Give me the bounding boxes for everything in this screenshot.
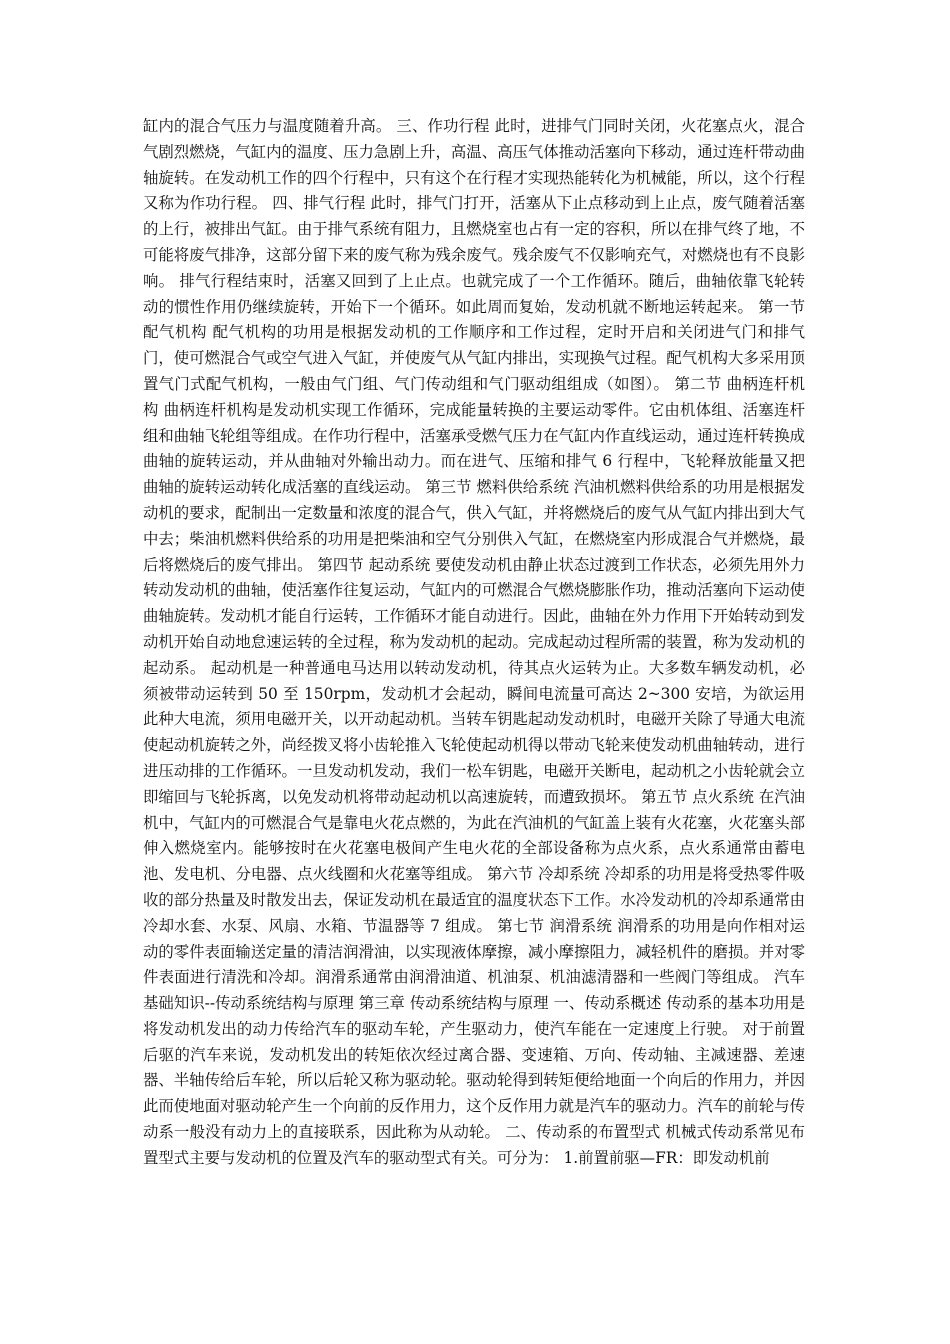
- body-paragraph: 缸内的混合气压力与温度随着升高。 三、作功行程 此时，进排气门同时关闭，火花塞点火，混合气剧烈燃烧，气缸内的温度、压力急剧上升，高温、高压气体推动活塞向下移动，通过连杆带动曲轴旋转。在发动机工作的四个行程中，只有这个在行程才实现热能转化为机械能，所以，这个行程又称为作功行程。 四、排气行程 此时，排气门打开，活塞从下止点移动到上止点，废气随着活塞的上行，被排出气缸。由于排气系统有阻力，且燃烧室也占有一定的容积，所以在排气终了地，不可能将废气排净，这部分留下来的废气称为残余废气。残余废气不仅影响充气，对燃烧也有不良影响。 排气行程结束时，活塞又回到了上止点。也就完成了一个工作循环。随后，曲轴依靠飞轮转动的惯性作用仍继续旋转，开始下一个循环。如此周而复始，发动机就不断地运转起来。 第一节 配气机构 配气机构的功用是根据发动机的工作顺序和工作过程，定时开启和关闭进气门和排气门，使可燃混合气或空气进入气缸，并使废气从气缸内排出，实现换气过程。配气机构大多采用顶置气门式配气机构，一般由气门组、气门传动组和气门驱动组组成（如图）。 第二节 曲柄连杆机构 曲柄连杆机构是发动机实现工作循环，完成能量转换的主要运动零件。它由机体组、活塞连杆组和曲轴飞轮组等组成。在作功行程中，活塞承受燃气压力在气缸内作直线运动，通过连杆转换成曲轴的旋转运动，并从曲轴对外输出动力。而在进气、压缩和排气 6 行程中，飞轮释放能量又把曲轴的旋转运动转化成活塞的直线运动。 第三节 燃料供给系统 汽油机燃料供给系的功用是根据发动机的要求，配制出一定数量和浓度的混合气，供入气缸，并将燃烧后的废气从气缸内排出到大气中去；柴油机燃料供给系的功用是把柴油和空气分别供入气缸，在燃烧室内形成混合气并燃烧，最后将燃烧后的废气排出。 第四节 起动系统 要使发动机由静止状态过渡到工作状态，必须先用外力转动发动机的曲轴，使活塞作往复运动，气缸内的可燃混合气燃烧膨胀作功，推动活塞向下运动使曲轴旋转。发动机才能自行运转，工作循环才能自动进行。因此，曲轴在外力作用下开始转动到发动机开始自动地怠速运转的全过程，称为发动机的起动。完成起动过程所需的装置，称为发动机的起动系。 起动机是一种普通电马达用以转动发动机，待其点火运转为止。大多数车辆发动机，必须被带动运转到 50 至 150rpm，发动机才会起动，瞬间电流量可高达 2~300 安培，为欲运用此种大电流，须用电磁开关，以开动起动机。当转车钥匙起动发动机时，电磁开关除了导通大电流使起动机旋转之外，尚经拨叉将小齿轮推入飞轮使起动机得以带动飞轮来使发动机曲轴转动，进行进压动排的工作循环。一旦发动机发动，我们一松车钥匙，电磁开关断电，起动机之小齿轮就会立即缩回与飞轮拆离，以免发动机将带动起动机以高速旋转，而遭致损坏。 第五节 点火系统 在汽油机中，气缸内的可燃混合气是靠电火花点燃的，为此在汽油机的气缸盖上装有火花塞，火花塞头部伸入燃烧室内。能够按时在火花塞电极间产生电火花的全部设备称为点火系，点火系通常由蓄电池、发电机、分电器、点火线圈和火花塞等组成。 第六节 冷却系统 冷却系的功用是将受热零件吸收的部分热量及时散发出去，保证发动机在最适宜的温度状态下工作。水冷发动机的冷却系通常由冷却水套、水泵、风扇、水箱、节温器等 7 组成。 第七节 润滑系统 润滑系的功用是向作相对运动的零件表面输送定量的清洁润滑油，以实现液体摩擦，减小摩擦阻力，减轻机件的磨损。并对零件表面进行清洗和冷却。润滑系通常由润滑油道、机油泵、机油滤清器和一些阀门等组成。 汽车基础知识--传动系统结构与原理 第三章 传动系统结构与原理 一、传动系概述 传动系的基本功用是将发动机发出的动力传给汽车的驱动车轮，产生驱动力，使汽车能在一定速度上行驶。 对于前置后驱的汽车来说，发动机发出的转矩依次经过离合器、变速箱、万向、传动轴、主减速器、差速器、半轴传给后车轮，所以后轮又称为驱动轮。驱动轮得到转矩便给地面一个向后的作用力，并因此而使地面对驱动轮产生一个向前的反作用力，这个反作用力就是汽车的驱动力。汽车的前轮与传动系一般没有动力上的直接联系，因此称为从动轮。 二、传动系的布置型式 机械式传动系常见布置型式主要与发动机的位置及汽车的驱动型式有关。可分为： 1.前置前驱—FR：即发动机前: [143, 117, 805, 1167]
- document-page: [143, 114, 805, 1172]
